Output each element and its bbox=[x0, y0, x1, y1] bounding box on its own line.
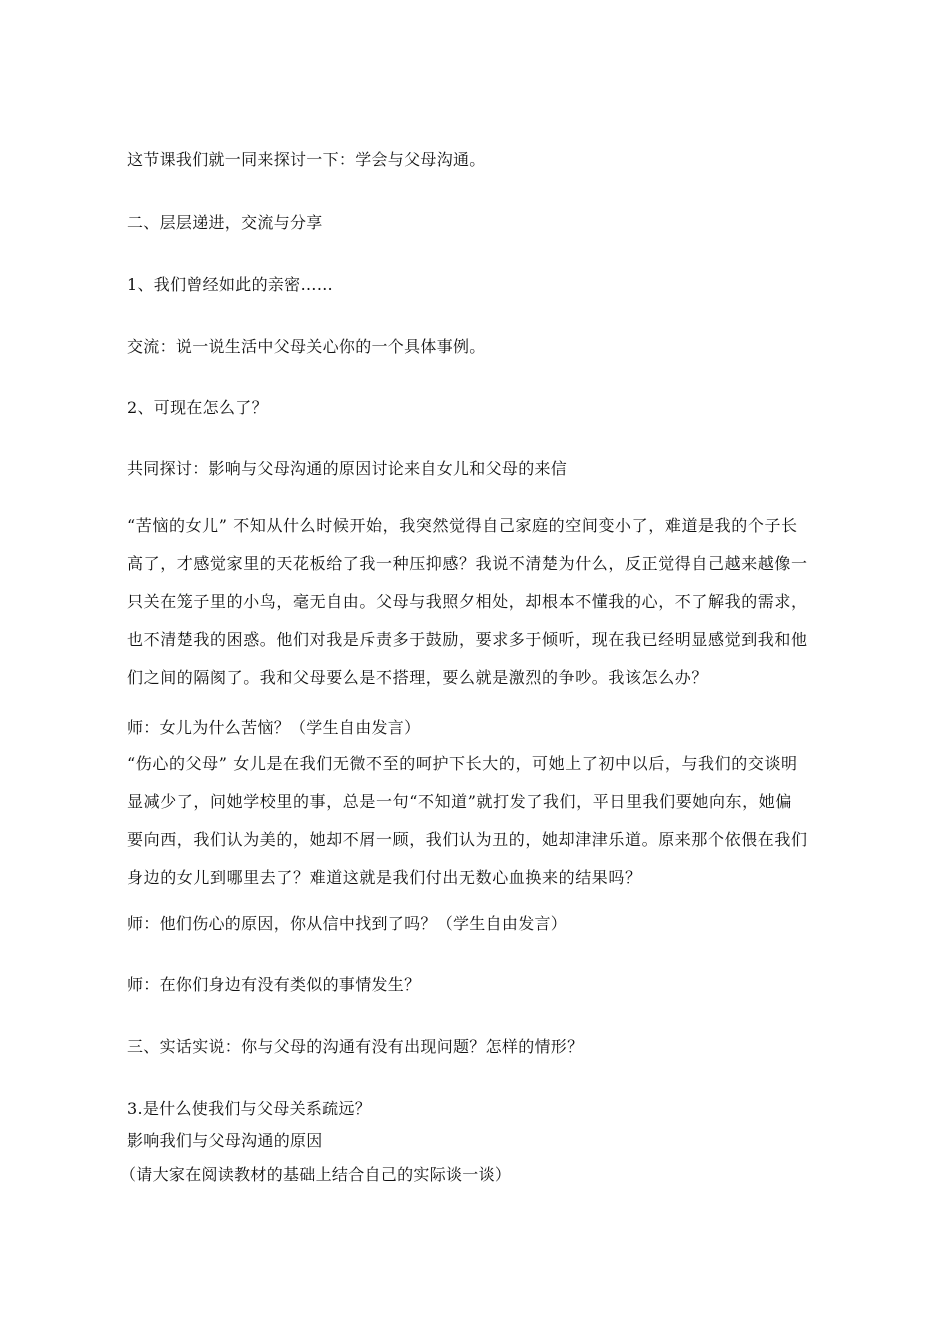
daughter-letter-line: 只关在笼子里的小鸟，毫无自由。父母与我照夕相处，却根本不懂我的心，不了解我的需求， bbox=[127, 592, 808, 611]
parents-letter-line: “伤心的父母” 女儿是在我们无微不至的呵护下长大的，可她上了初中以后，与我们的交谈明 bbox=[127, 754, 798, 773]
daughter-letter-line: 高了，才感觉家里的天花板给了我一种压抑感？我说不清楚为什么，反正觉得自己越来越像一 bbox=[127, 554, 808, 573]
daughter-letter-line: “苦恼的女儿” 不知从什么时候开始，我突然觉得自己家庭的空间变小了，难道是我的个子长 bbox=[127, 516, 798, 535]
parents-letter-line: 身边的女儿到哪里去了？难道这就是我们付出无数心血换来的结果吗？ bbox=[127, 868, 642, 887]
item-three-heading: 3.是什么使我们与父母关系疏远？ bbox=[127, 1099, 372, 1118]
daughter-letter bbox=[127, 507, 827, 697]
section-three-heading: 三、实话实说：你与父母的沟通有没有出现问题？怎样的情形？ bbox=[127, 1037, 584, 1056]
item-one-heading: 1、我们曾经如此的亲密…… bbox=[127, 275, 334, 294]
intro-line: 这节课我们就一同来探讨一下：学会与父母沟通。 bbox=[127, 150, 486, 169]
item-two-heading: 2、可现在怎么了？ bbox=[127, 398, 268, 417]
reading-instruction: （请大家在阅读教材的基础上结合自己的实际谈一谈） bbox=[120, 1165, 512, 1184]
teacher-question-daughter: 师：女儿为什么苦恼？（学生自由发言） bbox=[127, 718, 421, 737]
daughter-letter-line: 也不清楚我的困惑。他们对我是斥责多于鼓励，要求多于倾听，现在我已经明显感觉到我和他 bbox=[127, 630, 808, 649]
exchange-prompt: 交流：说一说生活中父母关心你的一个具体事例。 bbox=[127, 337, 486, 356]
teacher-question-similar: 师：在你们身边有没有类似的事情发生？ bbox=[127, 975, 421, 994]
section-two-heading: 二、层层递进，交流与分享 bbox=[127, 213, 323, 232]
reasons-heading: 影响我们与父母沟通的原因 bbox=[127, 1131, 323, 1150]
daughter-letter-line: 们之间的隔阂了。我和父母要么是不搭理，要么就是激烈的争吵。我该怎么办？ bbox=[127, 668, 709, 687]
parents-letter-line: 要向西，我们认为美的，她却不屑一顾，我们认为丑的，她却津津乐道。原来那个依偎在我们 bbox=[127, 830, 808, 849]
parents-letter-line: 显减少了，问她学校里的事，总是一句“不知道”就打发了我们，平日里我们要她向东，她偏 bbox=[127, 792, 792, 811]
teacher-question-parents: 师：他们伤心的原因，你从信中找到了吗？（学生自由发言） bbox=[127, 914, 568, 933]
discussion-prompt: 共同探讨：影响与父母沟通的原因讨论来自女儿和父母的来信 bbox=[127, 459, 568, 478]
parents-letter bbox=[127, 745, 827, 897]
